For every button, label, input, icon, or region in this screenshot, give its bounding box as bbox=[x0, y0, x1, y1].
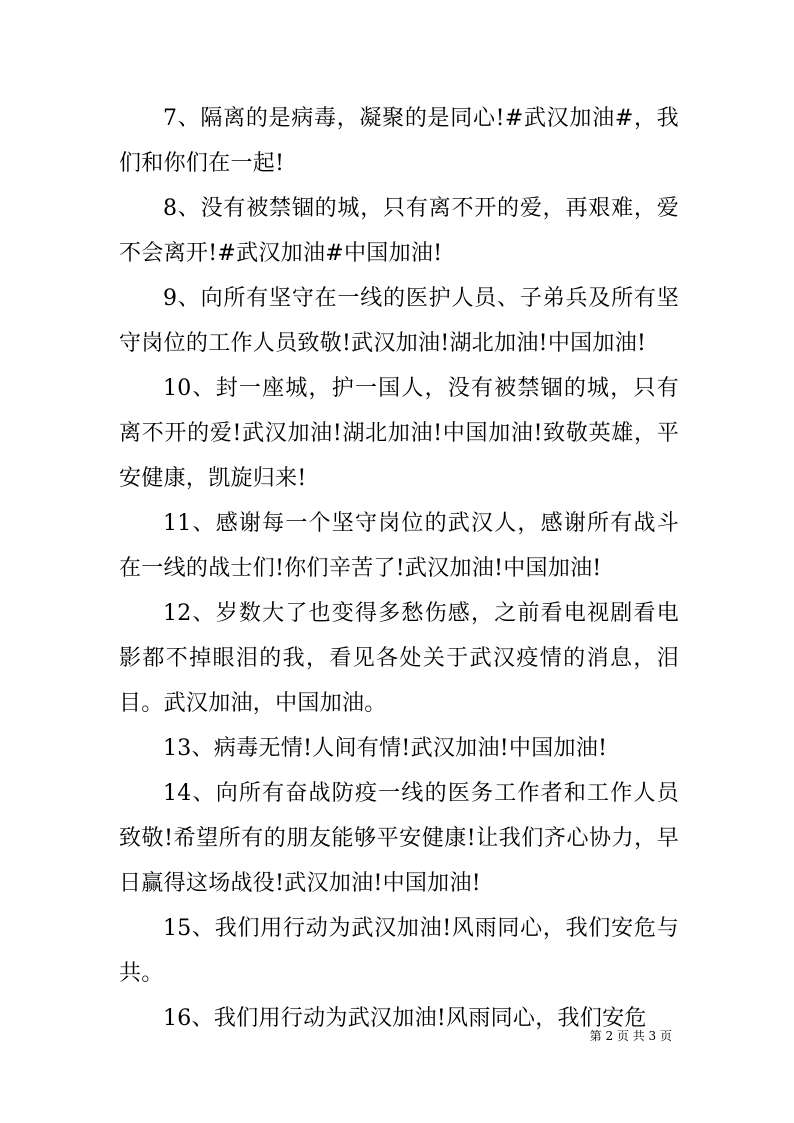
paragraph-15: 15、我们用行动为武汉加油!风雨同心，我们安危与共。 bbox=[119, 916, 679, 986]
page-number-footer: 第 2 页 共 3 页 bbox=[589, 1029, 672, 1043]
paragraph-13: 13、病毒无情!人间有情!武汉加油!中国加油! bbox=[163, 736, 608, 761]
paragraph-12: 12、岁数大了也变得多愁伤感，之前看电视剧看电影都不掉眼泪的我，看见各处关于武汉疫情的消息，泪目。武汉加油，中国加油。 bbox=[119, 601, 679, 716]
paragraph-16: 16、我们用行动为武汉加油!风雨同心，我们安危 bbox=[163, 1006, 647, 1031]
paragraph-9: 9、向所有坚守在一线的医护人员、子弟兵及所有坚守岗位的工作人员致敬!武汉加油!湖北加油!中国加油! bbox=[119, 286, 679, 356]
paragraph-14: 14、向所有奋战防疫一线的医务工作者和工作人员致敬!希望所有的朋友能够平安健康!让我们齐心协力，早日赢得这场战役!武汉加油!中国加油! bbox=[119, 781, 679, 896]
paragraph-10: 10、封一座城，护一国人，没有被禁锢的城，只有离不开的爱!武汉加油!湖北加油!中国加油!致敬英雄，平安健康，凯旋归来! bbox=[119, 376, 679, 491]
paragraph-7: 7、隔离的是病毒，凝聚的是同心!#武汉加油#，我们和你们在一起! bbox=[119, 106, 679, 176]
paragraph-11: 11、感谢每一个坚守岗位的武汉人，感谢所有战斗在一线的战士们!你们辛苦了!武汉加油!中国加油! bbox=[119, 511, 679, 581]
document-body bbox=[119, 96, 679, 1041]
paragraph-8: 8、没有被禁锢的城，只有离不开的爱，再艰难，爱不会离开!#武汉加油#中国加油! bbox=[119, 196, 679, 266]
